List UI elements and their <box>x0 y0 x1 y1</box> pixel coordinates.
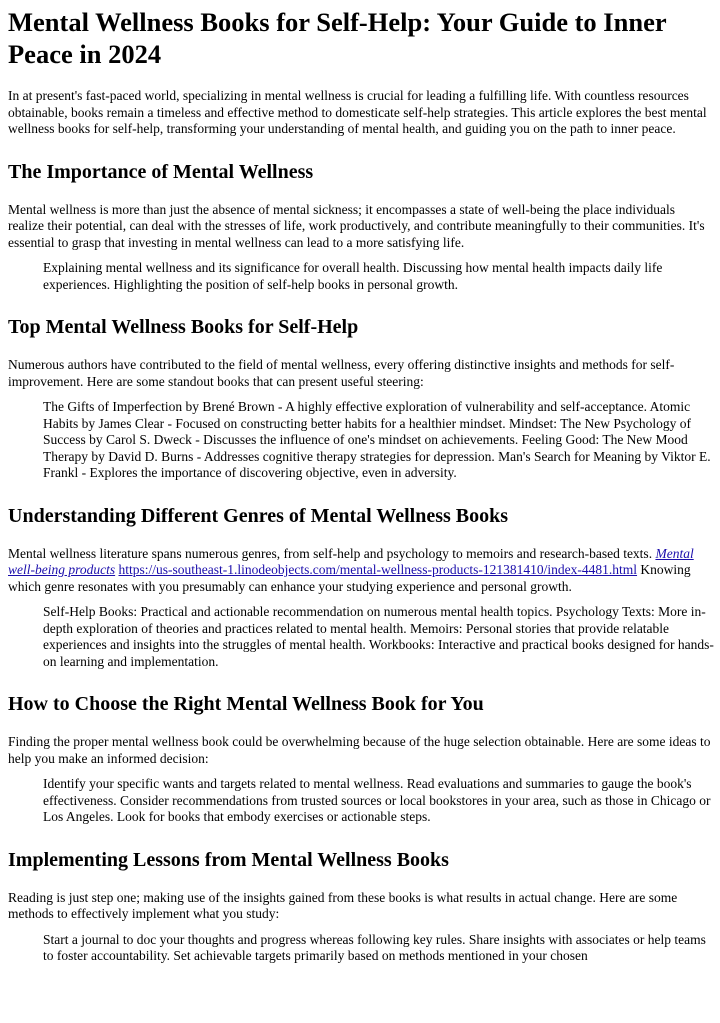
section-paragraph: Reading is just step one; making use of the insights gained from these books is what results in actual change. Here are some methods to effectively implement what you study: <box>8 889 678 921</box>
products-url-link[interactable]: https://us-southeast-1.linodeobjects.com/mental-wellness-products-121381410/index-4481.html <box>118 562 638 577</box>
intro-paragraph: In at present's fast-paced world, specializing in mental wellness is crucial for leading a fulfilling life. With countless resources obtainable, books remain a timeless and effective method to domesticate self-help strategies. This article explores the best mental wellness books for self-help, transforming your understanding of mental health, and guiding you on the path to inner peace. <box>8 88 707 136</box>
page-title: Mental Wellness Books for Self-Help: Your Guide to Inner Peace in 2024 <box>8 7 667 69</box>
section-top-books <box>8 315 714 482</box>
section-quote: Self-Help Books: Practical and actionable recommendation on numerous mental health topics. Psychology Texts: More in-depth exploration of theories and practices related to mental health. Memoirs: Personal stories that provide relatable experiences and insights into the struggles of mental health. Workbooks: Interactive and practical books designed for hands-on learning and implementation. <box>43 604 714 669</box>
section-paragraph: Numerous authors have contributed to the field of mental wellness, every offering distinctive insights and methods for self-improvement. Here are some standout books that can present useful steering: <box>8 357 675 389</box>
paragraph-text-before: Mental wellness literature spans numerous genres, from self-help and psychology to memoirs and research-based texts. <box>8 545 653 561</box>
section-paragraph <box>8 546 714 596</box>
section-paragraph: Mental wellness is more than just the absence of mental sickness; it encompasses a state of well-being the place individuals realize their potential, can deal with the stresses of life, work productively, and contribute meaningfully to their communities. It's essential to grasp that investing in mental wellness can lead to a more satisfying life. <box>8 201 705 250</box>
section-quote: The Gifts of Imperfection by Brené Brown - A highly effective exploration of vulnerability and self-acceptance. Atomic Habits by James Clear - Focused on constructing better habits for a healthier mindset. Mindset: The New Psychology of Success by Carol S. Dweck - Discusses the influence of one's mindset on achievements. Feeling Good: The New Mood Therapy by David D. Burns - Addresses cognitive therapy strategies for depression. Man's Search for Meaning by Viktor E. Frankl - Explores the importance of discovering objective, even in adversity. <box>43 399 711 480</box>
section-paragraph: Finding the proper mental wellness book could be overwhelming because of the huge selection obtainable. Here are some ideas to help you make an informed decision: <box>8 734 711 766</box>
article <box>0 6 720 965</box>
section-quote: Identify your specific wants and targets related to mental wellness. Read evaluations and summaries to gauge the book's effectiveness. Consider recommendations from trusted sources or local bookstores in your area, such as those in Chicago or Los Angeles. Look for books that embody exercises or actionable steps. <box>43 776 711 824</box>
section-heading: Understanding Different Genres of Mental Wellness Books <box>8 504 509 527</box>
section-quote: Explaining mental wellness and its significance for overall health. Discussing how mental health impacts daily life experiences. Highlighting the position of self-help books in personal growth. <box>43 260 663 292</box>
section-heading: The Importance of Mental Wellness <box>8 160 314 183</box>
section-heading: How to Choose the Right Mental Wellness Book for You <box>8 693 484 715</box>
section-choose <box>8 692 714 826</box>
section-heading: Top Mental Wellness Books for Self-Help <box>8 316 359 338</box>
section-importance <box>8 160 714 294</box>
section-quote: Start a journal to doc your thoughts and progress whereas following key rules. Share insights with associates or help teams to foster accountability. Set achievable targets primarily based on methods mentioned in your chosen <box>43 931 706 963</box>
products-link[interactable]: Mental well-being products <box>8 545 694 577</box>
section-implementing <box>8 848 714 965</box>
section-genres <box>8 504 714 671</box>
section-heading: Implementing Lessons from Mental Wellness Books <box>8 848 449 871</box>
paragraph-text-after: Knowing which genre resonates with you presumably can enhance your studying experience and personal growth. <box>8 562 691 594</box>
